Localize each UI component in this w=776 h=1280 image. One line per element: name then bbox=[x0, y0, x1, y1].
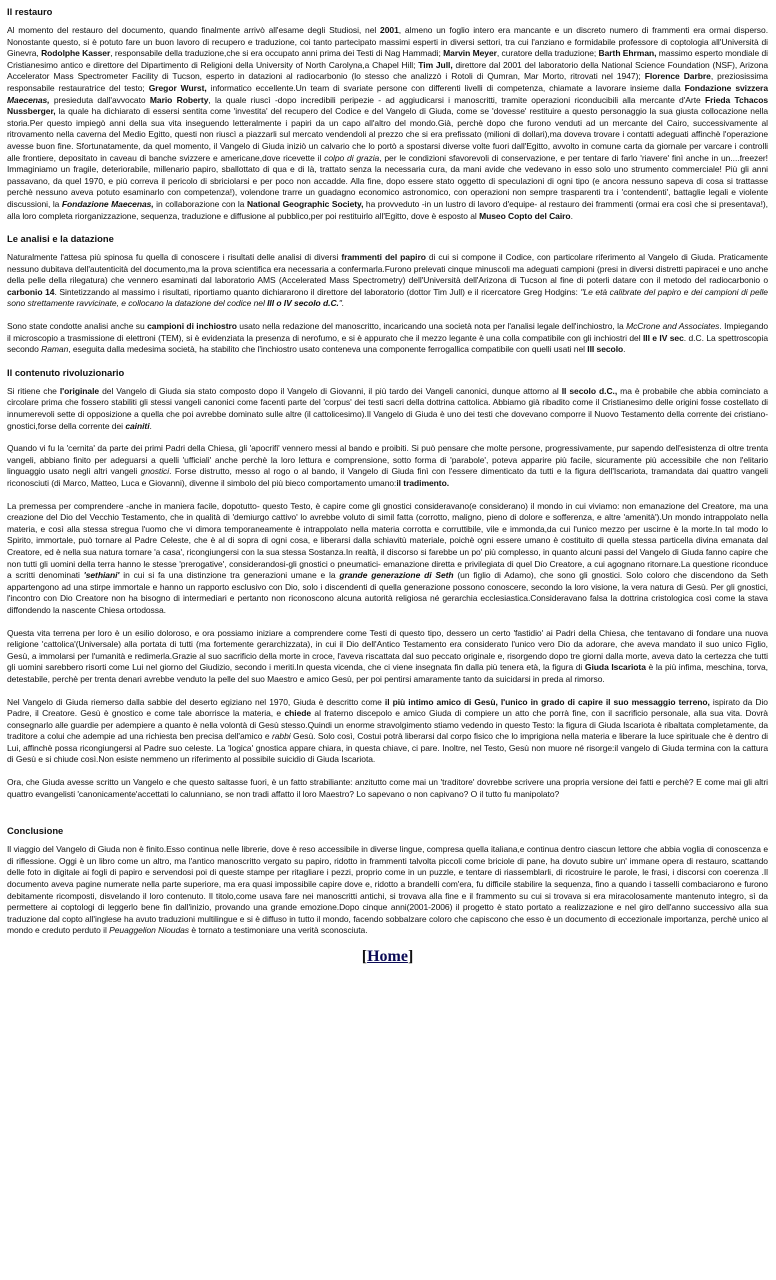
emphasis-text: cainiti bbox=[125, 420, 150, 431]
emphasis-text: "Le età calibrate del papiro e dei campioni di pelle sono strettamente ravvicinate, e collocano la datazione del codice nel bbox=[7, 286, 768, 309]
text-run: . bbox=[570, 210, 573, 221]
paragraph bbox=[7, 386, 768, 432]
emphasis-text: Peuaggelion Nioudas bbox=[109, 925, 190, 936]
emphasis-text: Fondazione Maecenas, bbox=[61, 198, 154, 209]
home-link[interactable]: Home bbox=[367, 948, 408, 965]
text-run: al fraterno discepolo e amico Giuda di compiere un atto che porrà fine, con il sacrificio personale, alla sua vita. Dovrà consegnarlo alle guardie per adempiere a quanto è nella volontà di Gesù stesso.Quindi un enorme stravolgimento stiamo vedendo in questo Testo: la figura di Giuda Iscariota è ribaltata completamente, da traditore a colui che adempie ad una richiesta ben precisa dell'amico e bbox=[7, 708, 768, 742]
text-run: Il viaggio del Vangelo di Giuda non è finito.Esso continua nelle librerie, dove è reso accessibile in diverse lingue, compresa quella italiana,e continua dentro ciascun lettore che abbia voglia di conoscenza e di riflessione. Oggi è un libro come un altro, ma l'antico manoscritto vergato su papiro, ridotto in frammenti talvolta piccoli come briciole di pane, ha dovuto subire un' immane opera di restauro, scattando delle foto in digitale ai fogli di papiro e servendosi poi di queste stampe per ritagliare i pezzi, proprio come in un puzzle, e tentare di riassemblarli, di ricostruire le parole, le frasi, i discorsi con coerenza .Il documento aveva pagine numerate nella parte superiore, ma era quasi impossibile capire dove e, ridotto a brandelli com'era, fu difficile stabilire la sequenza, fino a quando i tasselli combaciarono e furono debitamente ricomposti, disvelando il loro contenuto. Il titolo,come usava fare nei manoscritti antichi, si trovava alla fine e il frammento su cui si trovava si era miracolosamente mantenuto integro, sì da permettere ai coptologi di leggerlo bene fin dall'inizio, provando una grande emozione.Dopo cinque anni(2001-2006) il progetto è stato portato a realizzazione e nel giro dell'anno successivo alla sua traduzione dal copto all'inglese ha avuto traduzioni multilingue e si è diffuso in tutto il mondo, facendo sobbalzare coloro che capiscono che esso è un documento di eccezionale importanza, perchè unico al mondo e creduto perduto il bbox=[7, 844, 768, 936]
text-run: è la più infima, meschina, torva, detestabile, perchè per trenta denari avrebbe venduto la pelle del suo Maestro e amico Gesù, per poi pentirsi amaramente tanto da suicidarsi in preda al rimorso. bbox=[7, 662, 768, 684]
text-run: . Impiegando il microscopio a trasmissione di elettroni (TEM), si è evidenziata la presenza di nerofumo, e si è appurato che il mezzo legante è una colla compatibile con gli inchiostri del bbox=[7, 321, 769, 343]
emphasis-text: III o IV secolo d.C. bbox=[267, 298, 339, 309]
emphasis-text: 2001 bbox=[380, 25, 399, 35]
text-run: la quale ha dichiarato di essersi sentita come 'investita' del recupero del Codice e del Vangelo di Giuda, come se 'dovesse' restituire a questo personaggio la sua giusta collocazione nella storia.Per questo impiegò anni della sua vita inseguendo letteralmente i papiri da un capo all'altro del mondo.Già, perchè dopo che furono venduti ad un mercante del Cairo, successivamente al ritrovamento nella caverna del Medio Egitto, questi non riuscì a piazzarli sul mercato vendendoli al prezzo che si era prefissato (milioni di dollari),ma doveva trovare i contatti adeguati affinchè l'operazione avesse buon fine. Sfortunatamente, da quel momento, il Vangelo di Giuda iniziò un calvario che lo portò a spostarsi diverse volte fuori dall'Egitto, avvolto in comune carta da giornale per varcare i controlli alle frontiere, depositato in caveau di banche svizzere e americane,dove ricevette il bbox=[7, 106, 768, 163]
paragraph bbox=[7, 697, 768, 767]
text-run: ispirato da Dio Padre, il Creatore. Gesù è gnostico e come tale aborrisce la materia, e bbox=[7, 696, 768, 719]
emphasis-text: Raman bbox=[41, 344, 69, 355]
bracket-close: ] bbox=[407, 948, 414, 965]
emphasis-text: Rodolphe Kasser bbox=[41, 48, 111, 59]
text-run: massimo esperto mondiale di Cristianesimo antico e direttore del Dipartimento di Religioni della University of North Carolyna,a Chapel Hill; bbox=[7, 48, 769, 70]
text-run: , preziosissima responsabile restauratrice del testo; bbox=[7, 71, 768, 93]
paragraph bbox=[7, 321, 768, 356]
text-run: . Forse distrutto, messo al rogo o al bando, il Vangelo di Giuda finì con l'essere dimenticato da tutti e la figura dell'Iscariota, tramandata dai quattro vangeli riconosciuti (di Marco, Matteo, Luca e Giovanni), divenne il simbolo del più bieco comportamento umano: bbox=[7, 466, 768, 488]
text-run: ha provveduto -in un lustro di lavoro d'equipe- al restauro dei frammenti (ormai era così che si presentava!), alla loro completa riorganizzazione, sequenza, traduzione e diffusione al pubblico,per poi restituirlo all'Egitto, dove è esposto al bbox=[7, 198, 768, 221]
section-heading-restauro: Il restauro bbox=[7, 6, 53, 17]
emphasis-text: l'originale bbox=[59, 385, 100, 396]
text-run: in collaborazione con la bbox=[153, 198, 247, 209]
text-run: Al momento del restauro del documento, quando finalmente arrivò all'esame degli Studiosi, nel bbox=[7, 25, 381, 35]
bracket-open: [ bbox=[361, 948, 368, 965]
emphasis-text: II secolo d.C., bbox=[561, 385, 618, 396]
section-heading-analisi: Le analisi e la datazione bbox=[7, 233, 114, 245]
paragraph bbox=[7, 252, 768, 310]
emphasis-text: chiede bbox=[284, 708, 312, 719]
emphasis-text: Giuda Iscariota bbox=[584, 662, 646, 673]
text-run: (un figlio di Adamo), che sono gli gnostici. Solo coloro che discendono da Seth appartengono ad una stirpe immortale e hanno un rapporto esclusivo con Dio, solo i discendenti di quella generazione possono conoscere, secondo la loro visione, la vera natura di Gesù. Per gli gnostici, l'incontro con Dio Creatore non ha bisogno di intermediari e pertanto non riconoscono alcuna autorità religiosa né gerarchia ecclesiastica.Consideravano falsa la dottrina cristologica così come la stava diffondendo la nascente Chiesa ortodossa. bbox=[7, 570, 768, 615]
emphasis-text: 'sethiani' bbox=[83, 570, 120, 581]
emphasis-text: gnostici bbox=[140, 466, 170, 477]
text-run: , eseguita dalla medesima società, ha stabilito che l'inchiostro usato conteneva una componente ferrogallica compatibile con quelli usati nel bbox=[68, 344, 588, 355]
text-run: La premessa per comprendere -anche in maniera facile, dopotutto- questo Testo, è capire come gli gnostici consideravano(e considerano) il mondo in cui viviamo: non emanazione del Creatore, ma una creazione del Dio del Vecchio Testamento, che in qualità di 'demiurgo cattivo' lo avrebbe voluto di simil fatta (corrotto, maligno, pieno di dolore e sofferenza, e altre 'amenità').Un mondo intrappolato nella materia, e così alla stessa stregua l'uomo che vi dimora temporaneamente è intrappolato nella materia corrotta e corruttibile, vile e immonda,da cui l'unico mezzo per uscirne è la morte.In tal modo lo Spirito, immortale, può tornare al Padre Celeste, che è al di sopra di ogni cosa, e liberarsi dalla schiavitù materiale, poichè ogni essere umano è costituito di quella stessa particella divina emanata dal Creatore, ed è nella sua natura tornare 'a casa', ricongiungersi con la sua stessa Sostanza.In realtà, il discorso si farebbe un po' più complesso, in quanto alcuni passi del Vangelo di Giuda fanno capire che non tutti gli uomini della terra hanno le stesse 'prerogative', considerandosi-gli gnostici o pneumatici- emanazione diretta e privilegiata di quel Dio Creatore, a cui agognano ritornare.La questione riconduce a scritti denominati bbox=[7, 500, 768, 581]
text-run: . bbox=[623, 344, 626, 355]
emphasis-text: Frieda Tchacos Nussberger, bbox=[7, 94, 769, 117]
emphasis-text: il più intimo amico di Gesù, l'unico in grado di capire il suo messaggio terreno, bbox=[384, 696, 710, 707]
emphasis-text: ". bbox=[338, 298, 345, 309]
text-run: Quando vi fu la 'cernita' da parte dei primi Padri della Chiesa, gli 'apocrifi' vennero messi al bando e proibiti. Si può pensare che molte persone, progressivamente, pur sapendo dell'esistenza di oltre trenta vangeli, abbiano finito per adeguarsi a quelli 'ufficiali' anche perchè la loro lettura e comprensione, sotto forma di 'parabole', poteva apparire più facile, sicuramente più accessibile che non l'elitario linguaggio usato negli altri vangeli bbox=[7, 443, 768, 477]
text-run: Sono state condotte analisi anche su bbox=[7, 321, 148, 332]
paragraph bbox=[7, 628, 768, 686]
emphasis-text: rabbi bbox=[271, 731, 291, 742]
emphasis-text: Florence Darbre bbox=[644, 71, 711, 82]
text-run: Questa vita terrena per loro è un esilio doloroso, e ora possiamo iniziare a comprendere come Testi di questo tipo, dessero un certo 'fastidio' ai Padri della Chiesa, che tentavano di fondare una nuova religione 'cattolica'(Universale) alla portata di tutti (ma fortemente gerarchizzata), in cui il Dio dell'Antico Testamento era considerato l'unico vero Dio da adorare, che aveva mandato il suo unico Figlio, Gesù, a immolarsi per l'umanità e redimerla.Grazie al suo sacrificio della morte in croce, l'aveva riscattata dal suo peccato originale e, risorgendo dopo tre giorni dalla morte, aveva dato la certezza che tutti gli uomini sarebbero risorti come Lui nel giorno del Giudizio, secondo i meriti.In questa vicenda, che ci viene insegnata fin dalla più tenera età, la figura di bbox=[7, 627, 768, 673]
text-run: Si ritiene che bbox=[7, 385, 60, 396]
text-run: , per le condizioni sfavorevoli di conservazione, e per tentare di farlo 'riavere' finì anche in un....freezer! Immaginiamo un fragile, deteriorabile, millenario papiro, sballottato di qua e di là, trattato senza la necessaria cura, da mani avide che vedevano in esso solo uno strumento commerciale! Più gli anni passavano, da quel 1970, e più correva il pericolo di sbriciolarsi e per poco non accadde. Alla fine, dopo essere stato oggetto di speculazioni di ogni tipo (e ancora nessuno sapeva di cosa si trattasse perchè nessuno aveva potuto esaminarlo con competenza!), volendone trarre un guadagno economico astronomico, con operazioni non sempre trasparenti tra i 'contendenti', battaglie legali e violente discussioni, la bbox=[7, 152, 768, 209]
text-run: è tornato a testimoniare una verità sconosciuta. bbox=[189, 925, 368, 936]
text-run: in cui si fa una distinzione tra generazioni umane e la bbox=[119, 570, 340, 581]
paragraph bbox=[7, 844, 768, 937]
text-run: Gesù. Solo così, Costui potrà liberarsi dal corpo fisico che lo imprigiona nella materia e liberare la luce spirituale che è dentro di Lui, affinchè possa ricongiungersi al Padre suo celeste. La 'logica' gnostica appare chiara, in questa chiave, ci pare. Inoltre, nel Testo, Gesù non muore né risorge:il vangelo di Giuda termina con la cattura di Gesù e si chiude così.Non esiste nemmeno un riferimento al possibile suicidio di Giuda Iscariota. bbox=[7, 731, 768, 765]
text-run: del Vangelo di Giuda sia stato composto dopo il Vangelo di Giovanni, il più tardo dei Vangeli canonici, dunque attorno al bbox=[99, 385, 562, 396]
paragraph bbox=[7, 501, 768, 617]
text-run: di cui si compone il Codice, con particolare riferimento al Vangelo di Giuda. Praticamente nessuno dubitava dell'autenticità del documento,ma la prova scientifica era necessaria a confermarla.Furono prelevati cinque minuscoli ma adeguati campioni (presi in diversi distretti papiracei e uno anche della pelle della rilegatura) che vennero esaminati dal laboratorio AMS (Accelerated Mass Spectrometry) dell'Università dell'Arizona di Tucson al fine di poterli datare con il metodo del radiocarbonio o bbox=[7, 252, 768, 286]
text-run: ma è probabile che abbia cominciato a circolare prima che fossero stabiliti gli stessi vangeli canonici come facenti parte del 'corpus' dei testi sacri della dottrina cattolica. Abbiamo già ribadito come il Cristianesimo delle origini fosse costellato di innumerevoli sette di opposizione a quella che poi avrebbe dominato sulle altre (il cattolicesimo).Il Vangelo di Giuda è uno dei testi che dovevano comporre il Nuovo Testamento della corrente dei cristiano-gnostici,forse della corrente dei bbox=[7, 385, 768, 431]
emphasis-text: carbonio 14 bbox=[7, 286, 55, 297]
text-run: Naturalmente l'attesa più spinosa fu quella di conoscere i risultati delle analisi di diversi bbox=[7, 252, 342, 263]
emphasis-text: National Geographic Society, bbox=[246, 198, 364, 209]
emphasis-text: grande generazione di Seth bbox=[339, 570, 454, 581]
emphasis-text: Maecenas, bbox=[7, 94, 50, 105]
emphasis-text: frammenti del papiro bbox=[341, 252, 426, 263]
text-run: . d.C. La spettroscopia secondo bbox=[7, 332, 768, 355]
emphasis-text: Gregor Wurst, bbox=[148, 82, 207, 93]
emphasis-text: Museo Copto del Cairo bbox=[479, 210, 571, 221]
text-run: usato nella redazione del manoscritto, incaricando una società nota per l'analisi legale dell'inchiostro, la bbox=[236, 321, 627, 332]
paragraph bbox=[7, 777, 768, 800]
text-run: , la quale riuscì -dopo incredibili peripezie - ad aggiudicarsi i manoscritti, tramite operazioni riconducibili alla mercante d'Arte bbox=[208, 94, 705, 105]
section-heading-conclusione: Conclusione bbox=[7, 825, 64, 837]
text-run: , responsabile della traduzione,che si era occupato anni prima dei Testi di Nag Hammadi; bbox=[110, 48, 444, 59]
section-heading-contenuto: Il contenuto rivoluzionario bbox=[7, 366, 125, 378]
emphasis-text: Mario Roberty bbox=[149, 94, 209, 105]
emphasis-text: McCrone and Associates bbox=[626, 321, 720, 332]
emphasis-text: colpo di grazia bbox=[324, 152, 380, 163]
text-run: . bbox=[149, 420, 152, 431]
text-run: direttore dal 2001 del laboratorio della National Science Foundation (NSF), Arizona Accelerator Mass Spectrometer Facility di Tucson, esperto in datazioni al radiocarbonio (lo stesso che analizzò i Rotoli di Qumran, Mar Morto, ritrovati nel 1947); bbox=[7, 59, 769, 82]
text-run: , curatore della traduzione; bbox=[496, 48, 599, 59]
paragraph bbox=[7, 443, 768, 489]
emphasis-text: Fondazione svizzera bbox=[684, 82, 768, 93]
emphasis-text: il tradimento. bbox=[396, 478, 450, 488]
emphasis-text: Tim Jull, bbox=[418, 59, 453, 70]
home-nav bbox=[7, 948, 768, 966]
text-run: , almeno un foglio intero era mancante e un discreto numero di frammenti era ormai disperso. Nonostante questo, si è potuto fare un buon lavoro di recupero e traduzione, coi tanto partecipato massimi esperti in diversi settori, tra cui l'anziano e formidabile professore di coptologia all'Università di Ginevra, bbox=[7, 25, 769, 59]
text-run: Nel Vangelo di Giuda riemerso dalla sabbie del deserto egiziano nel 1970, Giuda è descritto come bbox=[7, 696, 385, 707]
emphasis-text: campioni di inchiostro bbox=[147, 321, 237, 332]
emphasis-text: III e IV sec bbox=[642, 332, 684, 343]
text-run: Ora, che Giuda avesse scritto un Vangelo e che questo saltasse fuori, è un fatto strabiliante: anzitutto come mai un 'traditore' dovrebbe scrivere una propria versione dei fatti e perchè? E come mai gli altri quattro evangelisti 'canonicamente'accettati lo calunniano, se non tradi affatto il loro Maestro? Lo sapevano o non capivano? O il tutto fu manipolato? bbox=[7, 777, 768, 799]
emphasis-text: Marvin Meyer bbox=[443, 48, 497, 59]
emphasis-text: III secolo bbox=[587, 344, 624, 355]
emphasis-text: Barth Ehrman, bbox=[598, 48, 657, 59]
text-run: presieduta dall'avvocato bbox=[49, 94, 150, 105]
text-run: . Sintetizzando al massimo i risultati, riportiamo quanto dichiararono il direttore del laboratorio (dottor Tim Jull) e il ricercatore Greg Hodgins: bbox=[54, 286, 581, 297]
paragraph bbox=[7, 25, 768, 222]
text-run: informatico eccellente.Un team di svariate persone con differenti livelli di competenza, chiamate a lavorare insieme dalla bbox=[206, 82, 685, 93]
